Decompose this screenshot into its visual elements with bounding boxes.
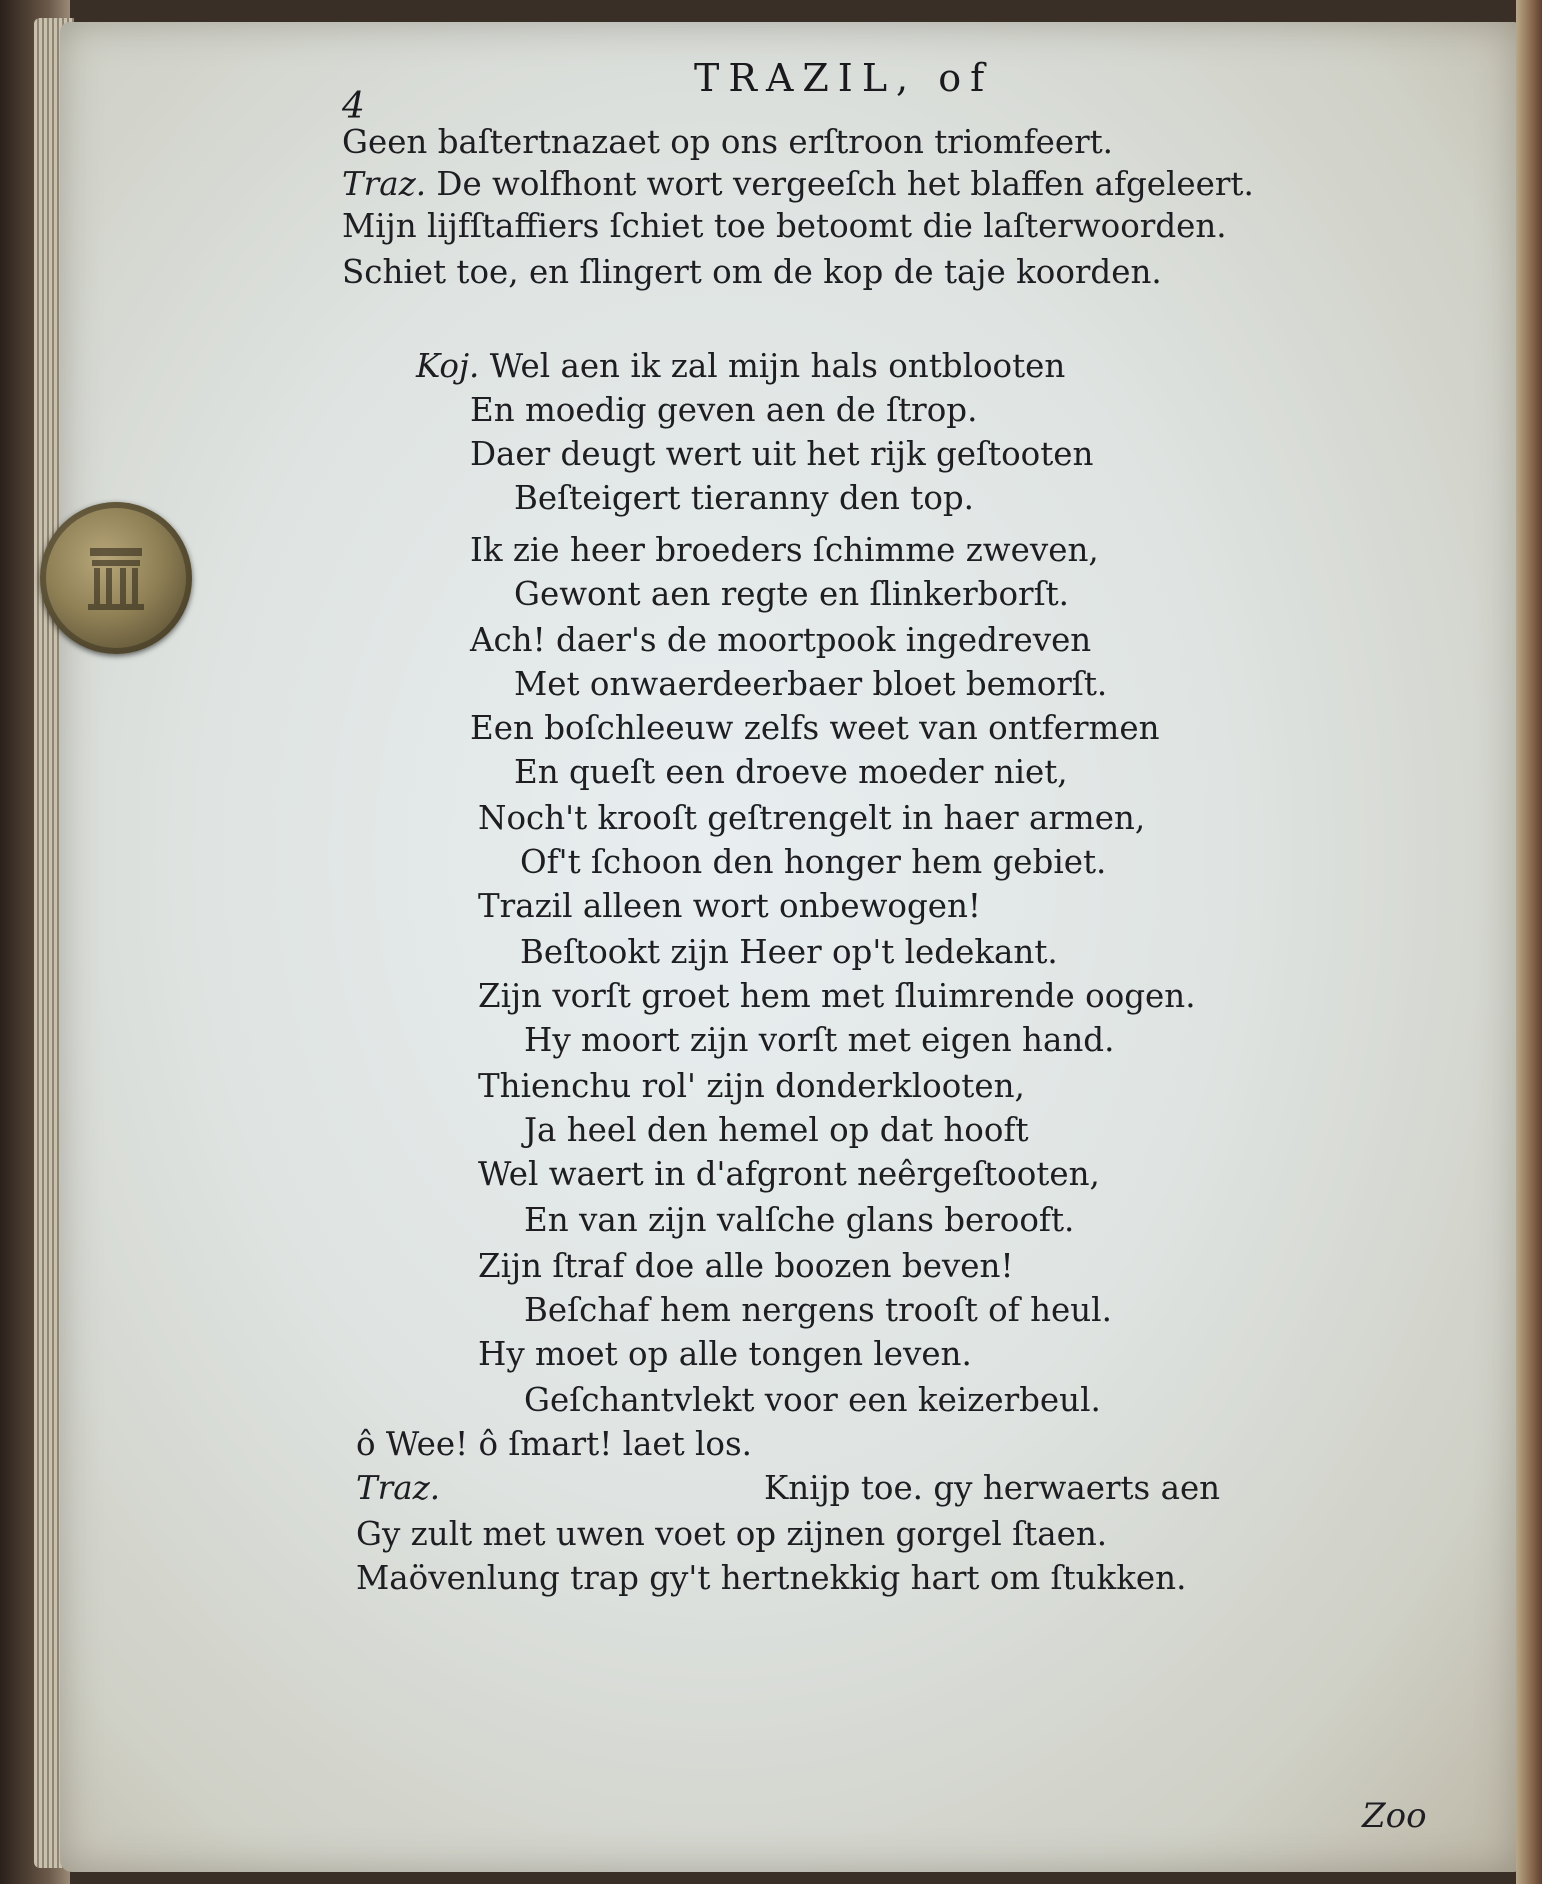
verse-line [524,1380,1101,1420]
verse-line [524,1200,1074,1240]
speaker-label: Traz. [342,165,427,203]
catchword: Zoo [1362,1796,1427,1836]
verse-line [478,1246,1014,1286]
verse-line [478,976,1196,1016]
verse-line [342,252,1162,292]
verse-line-text: Beſchaf hem nergens trooſt of heul. [524,1291,1112,1329]
verse-line [514,752,1068,792]
verse-line-text: Beſteigert tieranny den top. [514,479,975,517]
verse-line [514,478,974,518]
verse-line-text: ô Wee! ô ſmart! laet los. [356,1425,752,1463]
verse-line [478,798,1145,838]
verse-line [470,434,1093,474]
verse-line [514,574,1069,614]
verse-line [520,842,1106,882]
verse-line-text: Hy moet op alle tongen leven. [478,1335,972,1373]
page-number: 4 [342,86,365,127]
verse-line-text: Hy moort zijn vorſt met eigen hand. [524,1021,1115,1059]
verse-line-text: Een boſchleeuw zelfs weet van ontfermen [470,709,1160,747]
verse-line [470,390,977,430]
verse-line [356,1558,1186,1598]
verse-line [478,1066,1025,1106]
coin-gate-emblem [84,546,148,610]
verse-line-text: Beſtookt zijn Heer op't ledekant. [520,933,1058,971]
verse-line-text: Gy zult met uwen voet op zijnen gorgel ſtaen. [356,1515,1108,1553]
verse-line [478,886,981,926]
verse-line [470,620,1091,660]
verse-line [520,932,1058,972]
verse-line-text: En queſt een droeve moeder niet, [514,753,1068,791]
verse-line-text: Ik zie heer broeders ſchimme zweven, [470,531,1099,569]
verse-line [342,122,1113,162]
verse-line-text: Maövenlung trap gy't hertnekkig hart om ſtukken. [356,1559,1187,1597]
verse-line-text: Gewont aen regte en ſlinkerborſt. [514,575,1070,613]
verse-line-text: Ach! daer's de moortpook ingedreven [470,621,1092,659]
verse-line [342,206,1227,246]
verse-line-text: Trazil alleen wort onbewogen! [478,887,981,925]
verse-line-text: Zijn ſtraf doe alle boozen beven! [478,1247,1014,1285]
verse-line [478,1154,1100,1194]
speaker-label: Koj. [416,347,480,385]
verse-line [478,1334,972,1374]
running-title: TRAZIL, of [694,56,994,100]
verse-line-text: Geen baſtertnazaet op ons erſtroon triomfeert. [342,123,1114,161]
verse-line-text: Ja heel den hemel op dat hooft [524,1111,1029,1149]
coin-image [40,502,192,654]
verse-line-text: Wel waert in d'afgront neêrgeſtooten, [478,1155,1100,1193]
verse-line [342,164,1254,204]
verse-line-text: Noch't krooſt geſtrengelt in haer armen, [478,799,1146,837]
verse-line-text: Schiet toe, en ſlingert om de kop de taje koorden. [342,253,1162,291]
verse-line-text: Wel aen ik zal mijn hals ontblooten [489,347,1066,385]
verse-line [470,708,1160,748]
verse-line-text: Geſchantvlekt voor een keizerbeul. [524,1381,1101,1419]
verse-line [356,1424,752,1464]
verse-line [524,1110,1029,1150]
verse-line-text: Thienchu rol' zijn donderklooten, [478,1067,1025,1105]
verse-line [416,346,1065,386]
verse-line-text: Mijn lijfſtaffiers ſchiet toe betoomt die laſterwoorden. [342,207,1227,245]
verse-line-text: De wolfhont wort vergeeſch het blaffen afgeleert. [436,165,1254,203]
verse-line-text: En moedig geven aen de ſtrop. [470,391,978,429]
verse-line-text: Knijp toe. gy herwaerts aen [764,1469,1221,1507]
verse-line-text: Zijn vorſt groet hem met ſluimrende oogen. [478,977,1196,1015]
verse-line [356,1514,1107,1554]
verse-line [524,1020,1114,1060]
page-right-edge [1516,0,1542,1884]
verse-line [514,664,1107,704]
verse-line-text: Daer deugt wert uit het rijk geſtooten [470,435,1094,473]
verse-line-text: Met onwaerdeerbaer bloet bemorſt. [514,665,1108,703]
verse-line-text: En van zijn valſche glans berooft. [524,1201,1075,1239]
verse-line-text: Of't ſchoon den honger hem gebiet. [520,843,1107,881]
verse-line [470,530,1099,570]
verse-line [524,1290,1112,1330]
speaker-label: Traz. [356,1469,441,1507]
verse-line [764,1468,1220,1508]
verse-line [356,1468,440,1508]
